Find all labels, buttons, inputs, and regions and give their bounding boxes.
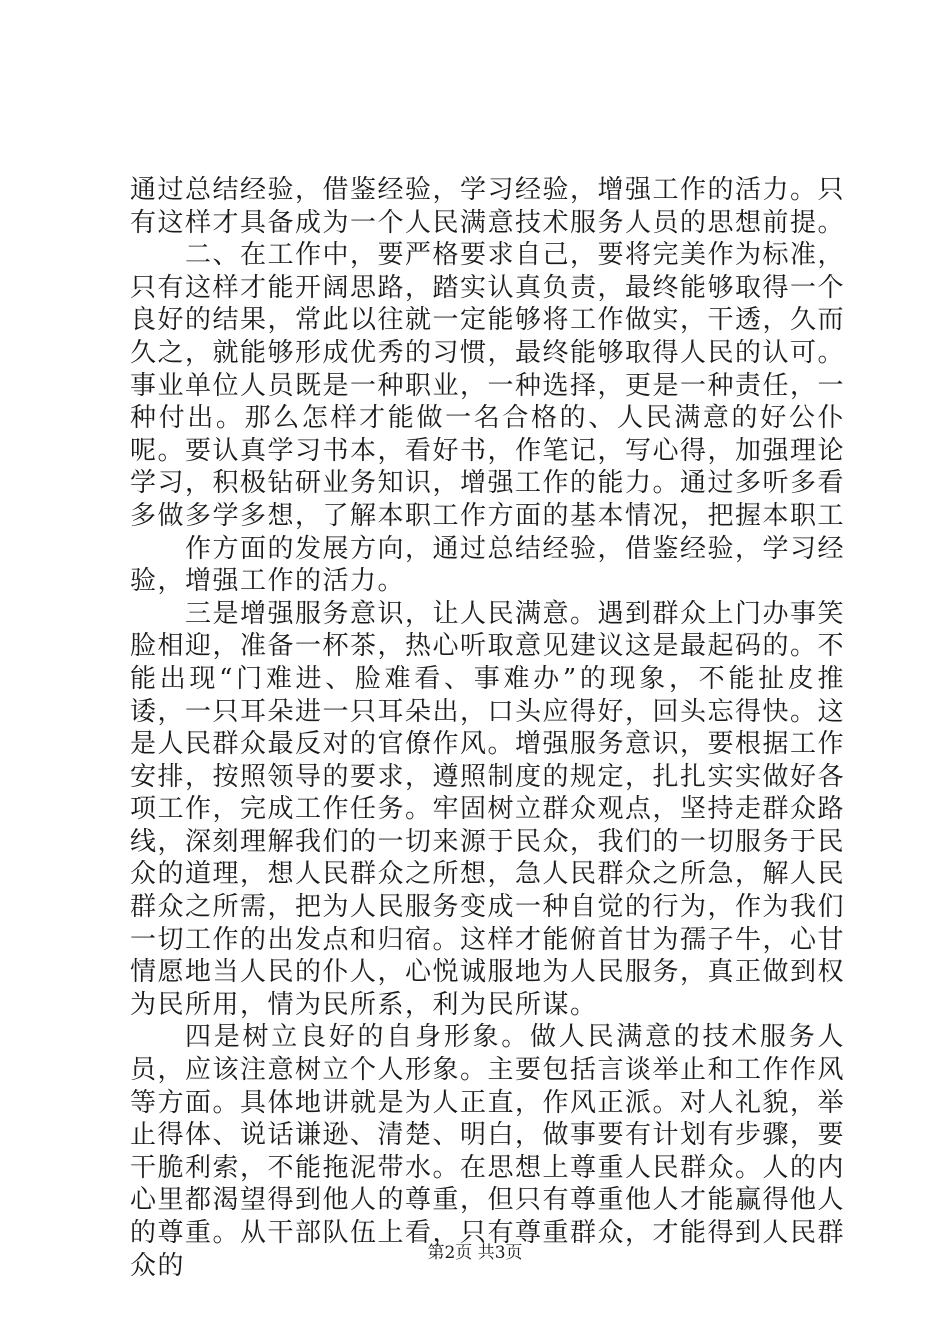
paragraph-5: 四是树立良好的自身形象。做人民满意的技术服务人员，应该注意树立个人形象。主要包括言谈举止和工作作风等方面。具体地讲就是为人正直，作风正派。对人礼貌，举止得体、说话谦逊、清楚、明白，做事要有计划有步骤，要干脆利索，不能拖泥带水。在思想上尊重人民群众。人的内心里都渴望得到他人的尊重，但只有尊重他人才能赢得他人的尊重。从干部队伍上看，只有尊重群众，才能得到人民群众的	[130, 1022, 846, 1281]
document-body	[130, 174, 845, 1282]
paragraph-4: 三是增强服务意识，让人民满意。遇到群众上门办事笑脸相迎，准备一杯茶，热心听取意见建议这是最起码的。不能出现“门难进、脸难看、事难办”的现象，不能扯皮推诿，一只耳朵进一只耳朵出，口头应得好，回头忘得快。这是人民群众最反对的官僚作风。增强服务意识，要根据工作安排，按照领导的要求，遵照制度的规定，扎扎实实做好各项工作，完成工作任务。牢固树立群众观点，坚持走群众路线，深刻理解我们的一切来源于民众，我们的一切服务于民众的道理，想人民群众之所想，急人民群众之所急，解人民群众之所需，把为人民服务变成一种自觉的行为，作为我们一切工作的出发点和归宿。这样才能俯首甘为孺子牛，心甘情愿地当人民的仆人，心悦诚服地为人民服务，真正做到权为民所用，情为民所系，利为民所谋。	[130, 598, 846, 1020]
page-number-label: 第2页 共3页	[427, 1243, 523, 1263]
paragraph-1: 通过总结经验，借鉴经验，学习经验，增强工作的活力。只有这样才具备成为一个人民满意技术服务人员的思想前提。	[130, 175, 846, 238]
page-footer	[0, 1242, 950, 1264]
paragraph-2: 二、在工作中，要严格要求自己，要将完美作为标准，只有这样才能开阔思路，踏实认真负责，最终能够取得一个良好的结果，常此以往就一定能够将工作做实，干透，久而久之，就能够形成优秀的习惯，最终能够取得人民的认可。事业单位人员既是一种职业，一种选择，更是一种责任，一种付出。那么怎样才能做一名合格的、人民满意的好公仆呢。要认真学习书本，看好书，作笔记，写心得，加强理论学习，积极钻研业务知识，增强工作的能力。通过多听多看多做多学多想，了解本职工作方面的基本情况，把握本职工	[130, 240, 846, 531]
paragraph-3: 作方面的发展方向，通过总结经验，借鉴经验，学习经验，增强工作的活力。	[130, 533, 846, 597]
